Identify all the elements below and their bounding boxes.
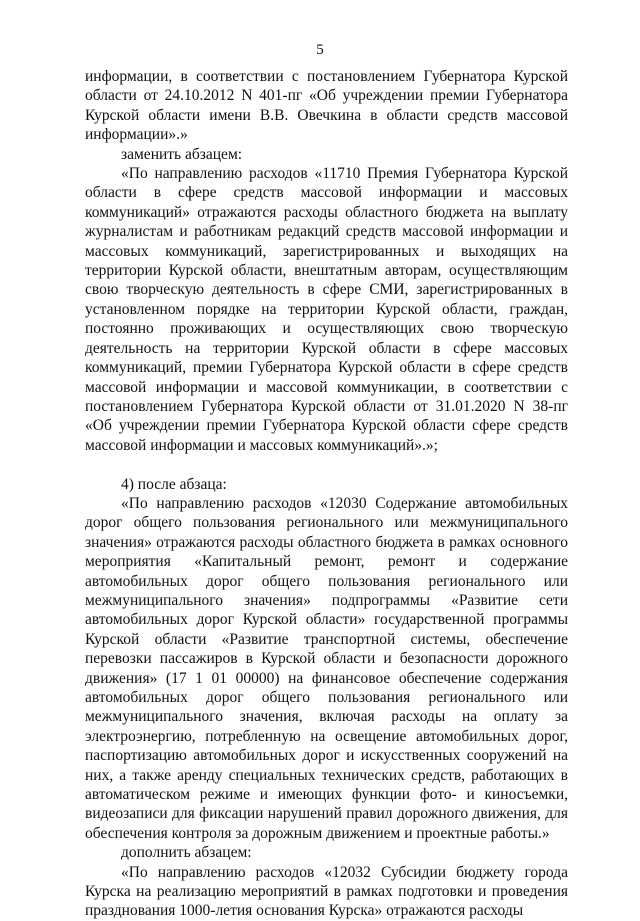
paragraph-expense-12032: «По направлению расходов «12032 Субсидии бюджету города Курска на реализацию мероприятий в рамках подготовки и проведения празднования 1000-летия основания Курска» отражаются расходы	[85, 863, 568, 920]
paragraph-expense-12030: «По направлению расходов «12030 Содержание автомобильных дорог общего пользования регионального или межмуниципального значения» отражаются расходы областного бюджета в рамках основного мероприятия «Капитальный ремонт, ремонт и содержание автомобильных дорог общего пользования регионального или межмуниципального значения» подпрограммы «Развитие сети автомобильных дорог Курской области» государственной программы Курской области «Развитие транспортной системы, обеспечение перевозки пассажиров в Курской области и безопасности дорожного движения» (17 1 01 00000) на финансовое обеспечение содержания автомобильных дорог общего пользования регионального или межмуниципального значения, включая расходы на оплату за электроэнергию, потребленную на освещение автомобильных дорог, паспортизацию автомобильных дорог и искусственных сооружений на них, а также аренду специальных технических средств, работающих в автоматическом режиме и имеющих функции фото- и киносъемки, видеозаписи для фиксации нарушений правил дорожного движения, для обеспечения контроля за дорожным движением и проектные работы.»	[85, 494, 568, 842]
paragraph-supplement-instruction: дополнить абзацем:	[121, 844, 252, 862]
page-number: 5	[316, 42, 324, 58]
paragraph-replace-instruction: заменить абзацем:	[121, 145, 243, 163]
paragraph-item-4-heading: 4) после абзаца:	[121, 475, 227, 493]
paragraph-continuation: информации, в соответствии с постановлением Губернатора Курской области от 24.10.2012 N 401-пг «Об учреждении премии Губернатора Курской области имени В.В. Овечкина в области средств массовой информации».»	[85, 68, 568, 144]
document-body	[85, 67, 568, 921]
paragraph-expense-11710: «По направлению расходов «11710 Премия Губернатора Курской области в сфере средств массовой информации и массовых коммуникаций» отражаются расходы областного бюджета на выплату журналистам и работникам редакций средств массовой информации и массовых коммуникаций, зарегистрированных и выходящих на территории Курской области, внештатным авторам, осуществляющим свою творческую деятельность в сфере СМИ, зарегистрированных в установленном порядке на территории Курской области, граждан, постоянно проживающих и осуществляющих свою творческую деятельность на территории Курской области в сфере массовых коммуникаций, премии Губернатора Курской области в сфере средств массовой информации и массовой коммуникации, в соответствии с постановлением Губернатора Курской области от 31.01.2020 N 38-пг «Об учреждении премии Губернатора Курской области сфере средств массовой информации и массовых коммуникаций».»;	[85, 165, 568, 454]
